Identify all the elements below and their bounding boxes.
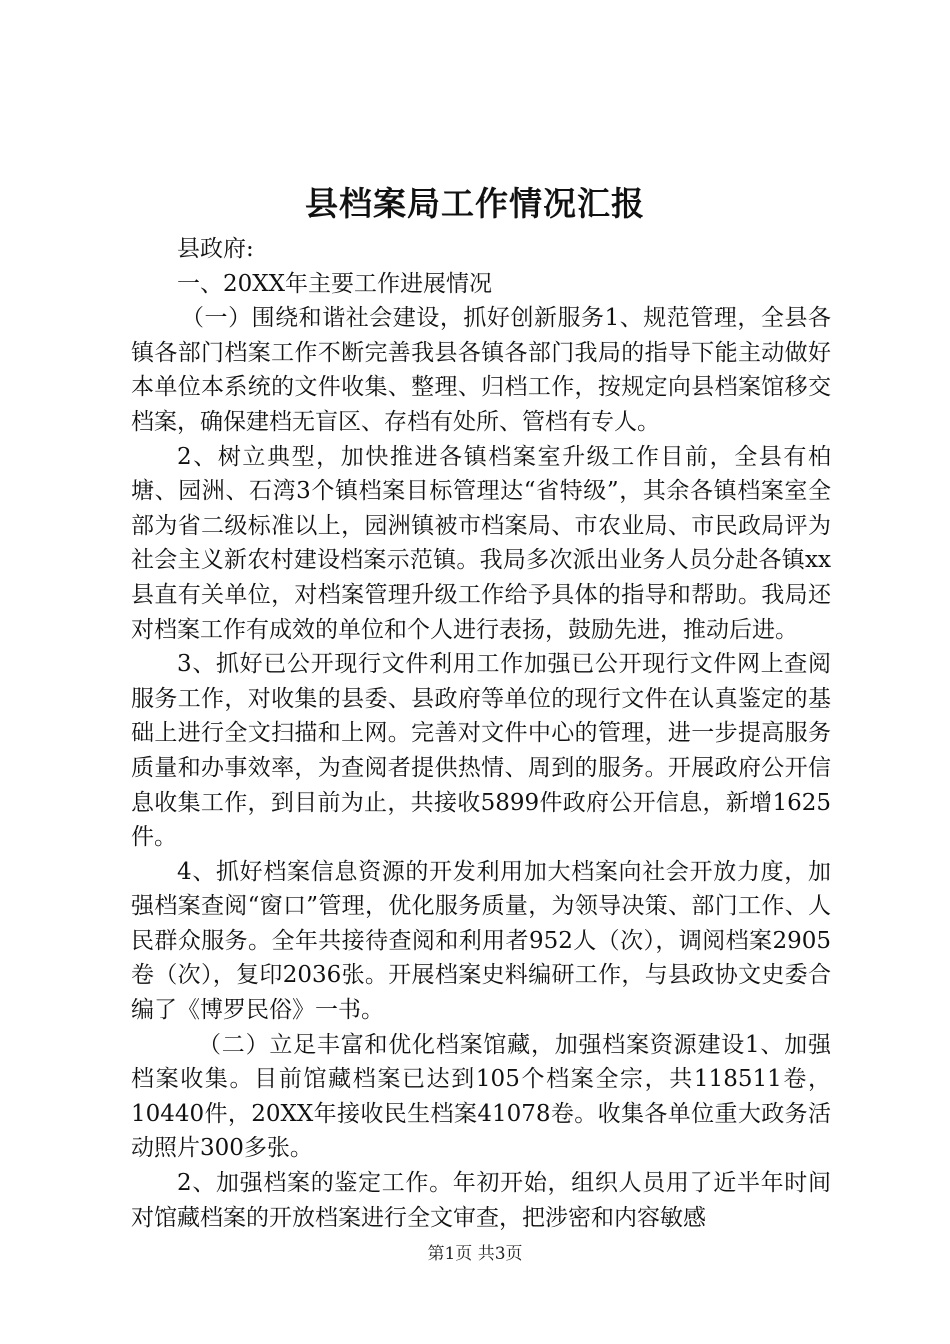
section-heading: 一、20XX年主要工作进展情况 — [177, 270, 493, 297]
salutation: 县政府: — [177, 236, 254, 262]
paragraph: 2、加强档案的鉴定工作。年初开始，组织人员用了近半年时间对馆藏档案的开放档案进行全文审查，把涉密和内容敏感 — [131, 1170, 831, 1231]
page-number: 第1页 共3页 — [427, 1244, 523, 1264]
paragraph: 3、抓好已公开现行文件利用工作加强已公开现行文件网上查阅服务工作，对收集的县委、县政府等单位的现行文件在认真鉴定的基础上进行全文扫描和上网。完善对文件中心的管理，进一步提高服务质量和办事效率，为查阅者提供热情、周到的服务。开展政府公开信息收集工作，到目前为止，共接收5899件政府公开信息，新增1625件。 — [131, 651, 831, 851]
document-body — [131, 232, 831, 1235]
paragraph: 2、树立典型，加快推进各镇档案室升级工作目前，全县有柏塘、园洲、石湾3个镇档案目标管理达“省特级”，其余各镇档案室全部为省二级标准以上，园洲镇被市档案局、市农业局、市民政局评为社会主义新农村建设档案示范镇。我局多次派出业务人员分赴各镇xx县直有关单位，对档案管理升级工作给予具体的指导和帮助。我局还对档案工作有成效的单位和个人进行表扬，鼓励先进，推动后进。 — [131, 443, 831, 643]
paragraph: （二）立足丰富和优化档案馆藏，加强档案资源建设1、加强档案收集。目前馆藏档案已达到105个档案全宗，共118511卷，10440件，20XX年接收民生档案41078卷。收集各单位重大政务活动照片300多张。 — [131, 1031, 831, 1162]
document-title: 县档案局工作情况汇报 — [305, 184, 645, 223]
paragraph: 4、抓好档案信息资源的开发利用加大档案向社会开放力度，加强档案查阅“窗口”管理，优化服务质量，为领导决策、部门工作、人民群众服务。全年共接待查阅和利用者952人（次），调阅档案2905卷（次），复印2036张。开展档案史料编研工作，与县政协文史委合编了《博罗民俗》一书。 — [131, 858, 831, 1024]
paragraph: （一）围绕和谐社会建设，抓好创新服务1、规范管理，全县各镇各部门档案工作不断完善我县各镇各部门我局的指导下能主动做好本单位本系统的文件收集、整理、归档工作，按规定向县档案馆移交档案，确保建档无盲区、存档有处所、管档有专人。 — [131, 305, 831, 435]
